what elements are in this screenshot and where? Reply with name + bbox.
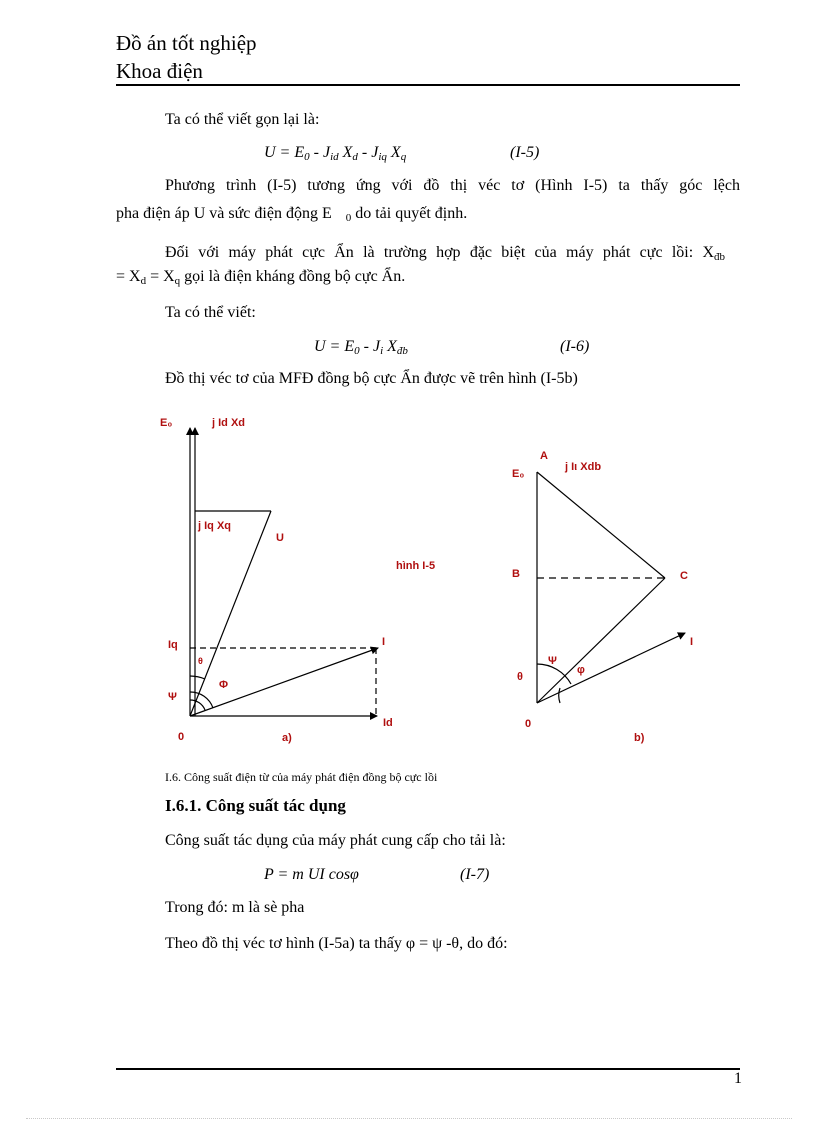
label-jidxd: j Id Xd bbox=[212, 417, 245, 429]
p2-text-b: do tải quyết định. bbox=[355, 205, 468, 222]
eq1-sub1: id bbox=[330, 151, 339, 163]
p3-text-a: Đối với máy phát cực Ẩn là trường hợp đặc biệt của máy phát cực lồi: X bbox=[165, 244, 714, 261]
department-name: Khoa điện bbox=[116, 59, 203, 83]
document-title: Đồ án tốt nghiệp bbox=[116, 31, 257, 55]
section-caption: I.6. Công suất điện từ của máy phát điện đồng bộ cực lồi bbox=[165, 770, 438, 784]
eq1-sub0: 0 bbox=[304, 151, 310, 163]
label-theta-b: θ bbox=[517, 671, 523, 683]
label-part-b: b) bbox=[634, 732, 645, 744]
label-a-point: A bbox=[540, 450, 548, 462]
label-origin-a: 0 bbox=[178, 731, 185, 743]
eq1-term3: - J bbox=[357, 144, 379, 161]
equation-i6-tag: (I-6) bbox=[560, 338, 590, 355]
label-u: U bbox=[276, 532, 284, 544]
eq1-sub2: d bbox=[352, 151, 358, 163]
label-jixdb: j Iι Xdb bbox=[565, 461, 602, 473]
paragraph-write: Ta có thể viết: bbox=[165, 304, 256, 321]
p3-text-c: = X bbox=[146, 268, 175, 285]
label-e0-a: E₀ bbox=[160, 417, 173, 429]
p3-text-d: gọi là điện kháng đồng bộ cực Ẩn. bbox=[180, 268, 406, 285]
p3-sub-q: q bbox=[174, 275, 181, 287]
label-figure-i5: hình I-5 bbox=[396, 560, 436, 572]
label-jiqxq: j Iq Xq bbox=[198, 520, 231, 532]
p3-sub-db: đb bbox=[714, 251, 725, 263]
section-heading: I.6.1. Công suất tác dụng bbox=[165, 796, 346, 815]
equation-i7-tag: (I-7) bbox=[460, 866, 490, 883]
eq1-sub4: q bbox=[400, 151, 407, 163]
label-origin-b: 0 bbox=[525, 718, 532, 730]
page-edge-dotted-line bbox=[26, 1118, 792, 1119]
p2-sub: 0 bbox=[345, 212, 352, 224]
eq1-term2: X bbox=[338, 144, 353, 161]
eq1-sub3: iq bbox=[378, 151, 387, 163]
equation-i7: P = m UI cosφ bbox=[264, 866, 359, 883]
paragraph-active-power: Công suất tác dụng của máy phát cung cấp cho tải là: bbox=[165, 832, 506, 849]
label-psi-a: Ψ bbox=[168, 691, 177, 703]
vector-u bbox=[190, 511, 271, 716]
label-b-point: B bbox=[512, 568, 520, 580]
eq2-term1: - J bbox=[359, 338, 381, 355]
label-phi-a: Φ bbox=[219, 679, 229, 691]
paragraph-phasor-relation: Theo đồ thị véc tơ hình (I-5a) ta thấy φ = ψ -θ, do đó: bbox=[165, 935, 508, 952]
vector-oc bbox=[537, 578, 665, 703]
footer-divider bbox=[116, 1068, 740, 1070]
paragraph-phase-line1: Phương trình (I-5) tương ứng với đồ thị véc tơ (Hình I-5) ta thấy góc lệch bbox=[165, 177, 740, 194]
label-psi-b: Ψ bbox=[548, 655, 557, 667]
label-theta-a: θ bbox=[198, 656, 203, 666]
label-id: Id bbox=[383, 717, 393, 729]
equation-i5-tag: (I-5) bbox=[510, 144, 540, 161]
label-e0-b: E₀ bbox=[512, 468, 525, 480]
page-number: 1 bbox=[734, 1070, 742, 1087]
label-iq: Iq bbox=[168, 639, 178, 651]
eq1-lhs: U = E bbox=[264, 144, 305, 161]
vector-ac bbox=[537, 472, 665, 578]
phi-arc bbox=[190, 700, 205, 710]
label-i-a: I bbox=[382, 636, 386, 648]
paragraph-intro: Ta có thể viết gọn lại là: bbox=[165, 111, 320, 128]
eq2-sub1: i bbox=[380, 345, 384, 357]
label-part-a: a) bbox=[282, 732, 292, 744]
phi-arc-b bbox=[559, 688, 560, 703]
p3-sub-d: d bbox=[140, 275, 147, 287]
label-c-point: C bbox=[680, 570, 688, 582]
eq1-term4: X bbox=[386, 144, 401, 161]
paragraph-phases: Trong đó: m là sè pha bbox=[165, 899, 305, 916]
eq2-term2: X bbox=[383, 338, 397, 355]
eq1-term1: - J bbox=[309, 144, 331, 161]
p3-text-b: = X bbox=[116, 268, 141, 285]
theta-arc bbox=[190, 676, 205, 679]
diagram-a bbox=[190, 428, 378, 716]
diagram-b bbox=[537, 472, 685, 703]
eq2-lhs: U = E bbox=[314, 338, 355, 355]
eq2-sub0: 0 bbox=[354, 345, 360, 357]
paragraph-diagram-intro: Đồ thị véc tơ của MFĐ đồng bộ cực Ẩn được vẽ trên hình (I-5b) bbox=[165, 370, 578, 387]
p2-text-a: pha điện áp U và sức điện động E bbox=[116, 205, 332, 222]
label-i-b: I bbox=[690, 636, 694, 648]
eq2-sub2: đb bbox=[396, 345, 408, 357]
label-phi-b: φ bbox=[577, 664, 585, 676]
